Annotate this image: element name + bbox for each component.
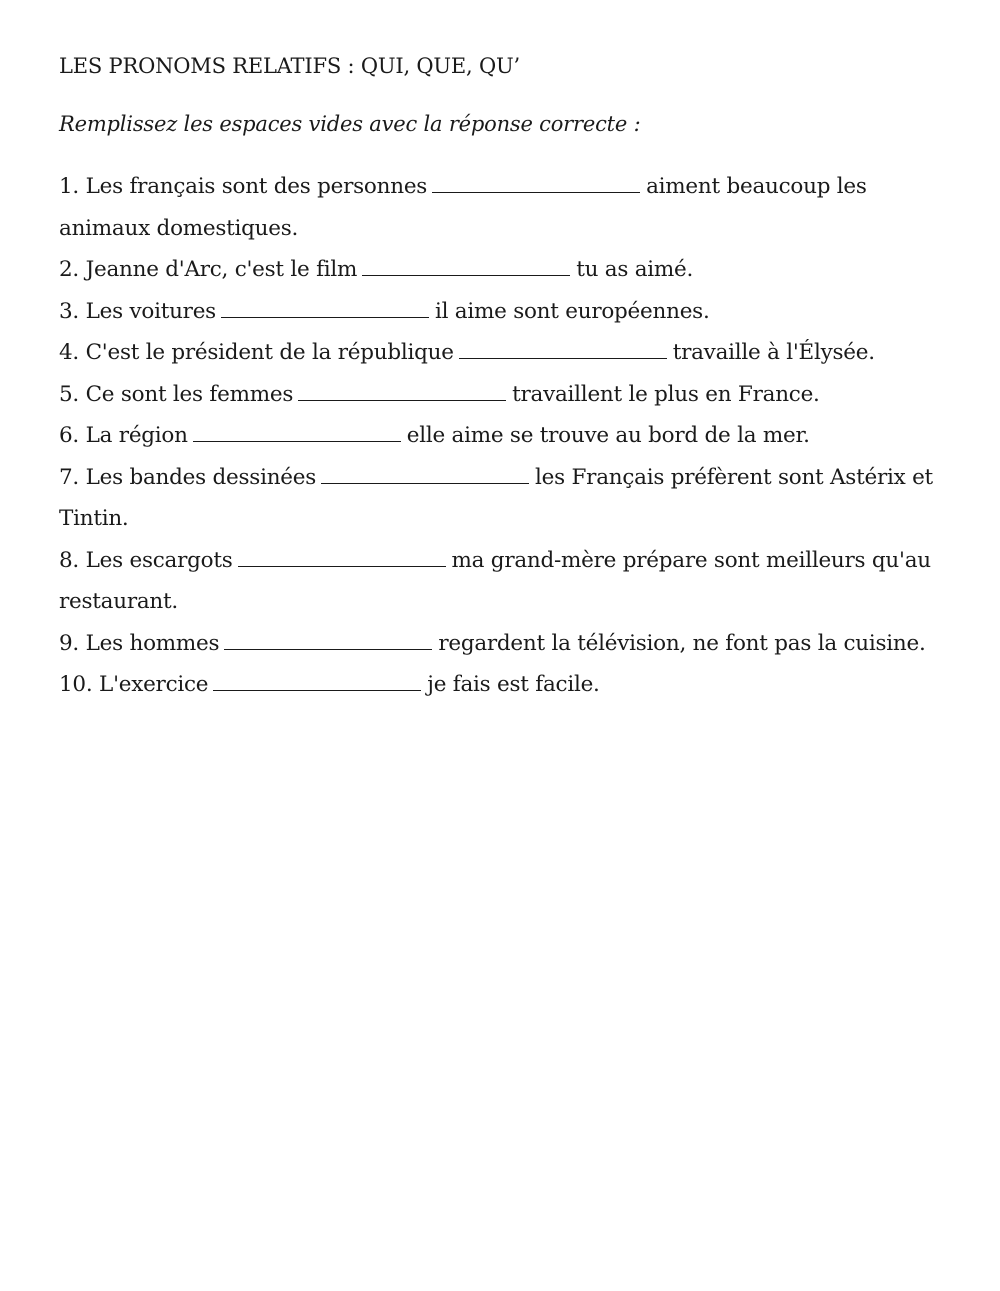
- question-text-before: Les hommes: [85, 630, 220, 656]
- question-text-before: L'exercice: [99, 672, 209, 697]
- question-list: [59, 166, 960, 706]
- question-10: [59, 664, 964, 706]
- answer-blank-6[interactable]: [193, 421, 401, 442]
- question-number: 9.: [59, 630, 80, 656]
- question-text-before: Les bandes dessinées: [85, 464, 317, 490]
- question-9: [59, 623, 964, 665]
- question-text-after: tu as aimé.: [576, 257, 694, 282]
- question-number: 8.: [59, 547, 80, 573]
- worksheet-title: LES PRONOMS RELATIFS : QUI, QUE, QU’: [59, 54, 520, 78]
- question-number: 10.: [59, 672, 93, 697]
- question-text-before: Ce sont les femmes: [85, 381, 294, 407]
- answer-blank-7[interactable]: [321, 463, 529, 484]
- question-text-after: regardent la télévision, ne font pas la cuisine.: [438, 630, 926, 656]
- question-3: [59, 291, 964, 333]
- question-number: 3.: [59, 298, 80, 324]
- question-text-after: travaille à l'Élysée.: [672, 340, 875, 365]
- answer-blank-9[interactable]: [224, 629, 432, 650]
- question-text-after: il aime sont européennes.: [434, 298, 710, 324]
- question-1: [59, 166, 964, 249]
- question-text-before: La région: [85, 423, 188, 448]
- question-text-before: Les français sont des personnes: [85, 174, 428, 199]
- answer-blank-3[interactable]: [221, 297, 429, 318]
- question-text-after: je fais est facile.: [427, 672, 600, 697]
- question-number: 7.: [59, 464, 80, 490]
- question-text-after: les Français préfèrent sont Astérix et Tintin.: [59, 464, 933, 531]
- question-2: [59, 249, 964, 291]
- question-number: 1.: [59, 174, 80, 199]
- question-text-before: Les escargots: [85, 547, 233, 573]
- question-number: 2.: [59, 257, 80, 282]
- answer-blank-10[interactable]: [213, 670, 421, 691]
- answer-blank-4[interactable]: [459, 338, 667, 359]
- question-text-before: Jeanne d'Arc, c'est le film: [85, 257, 358, 282]
- question-number: 4.: [59, 340, 80, 365]
- question-text-before: C'est le président de la république: [85, 340, 454, 365]
- answer-blank-1[interactable]: [432, 172, 640, 193]
- question-number: 6.: [59, 423, 80, 448]
- answer-blank-5[interactable]: [298, 380, 506, 401]
- question-6: [59, 415, 964, 457]
- worksheet-instruction: Remplissez les espaces vides avec la réponse correcte :: [59, 112, 641, 136]
- question-text-after: elle aime se trouve au bord de la mer.: [406, 423, 810, 448]
- question-8: [59, 540, 964, 623]
- question-text-before: Les voitures: [85, 298, 216, 324]
- question-7: [59, 457, 964, 540]
- question-text-after: aiment beaucoup les animaux domestiques.: [59, 174, 867, 241]
- question-text-after: ma grand-mère prépare sont meilleurs qu'au restaurant.: [59, 547, 931, 614]
- answer-blank-2[interactable]: [362, 255, 570, 276]
- answer-blank-8[interactable]: [238, 546, 446, 567]
- question-5: [59, 374, 964, 416]
- question-text-after: travaillent le plus en France.: [512, 381, 820, 407]
- question-number: 5.: [59, 381, 80, 407]
- question-4: [59, 332, 964, 374]
